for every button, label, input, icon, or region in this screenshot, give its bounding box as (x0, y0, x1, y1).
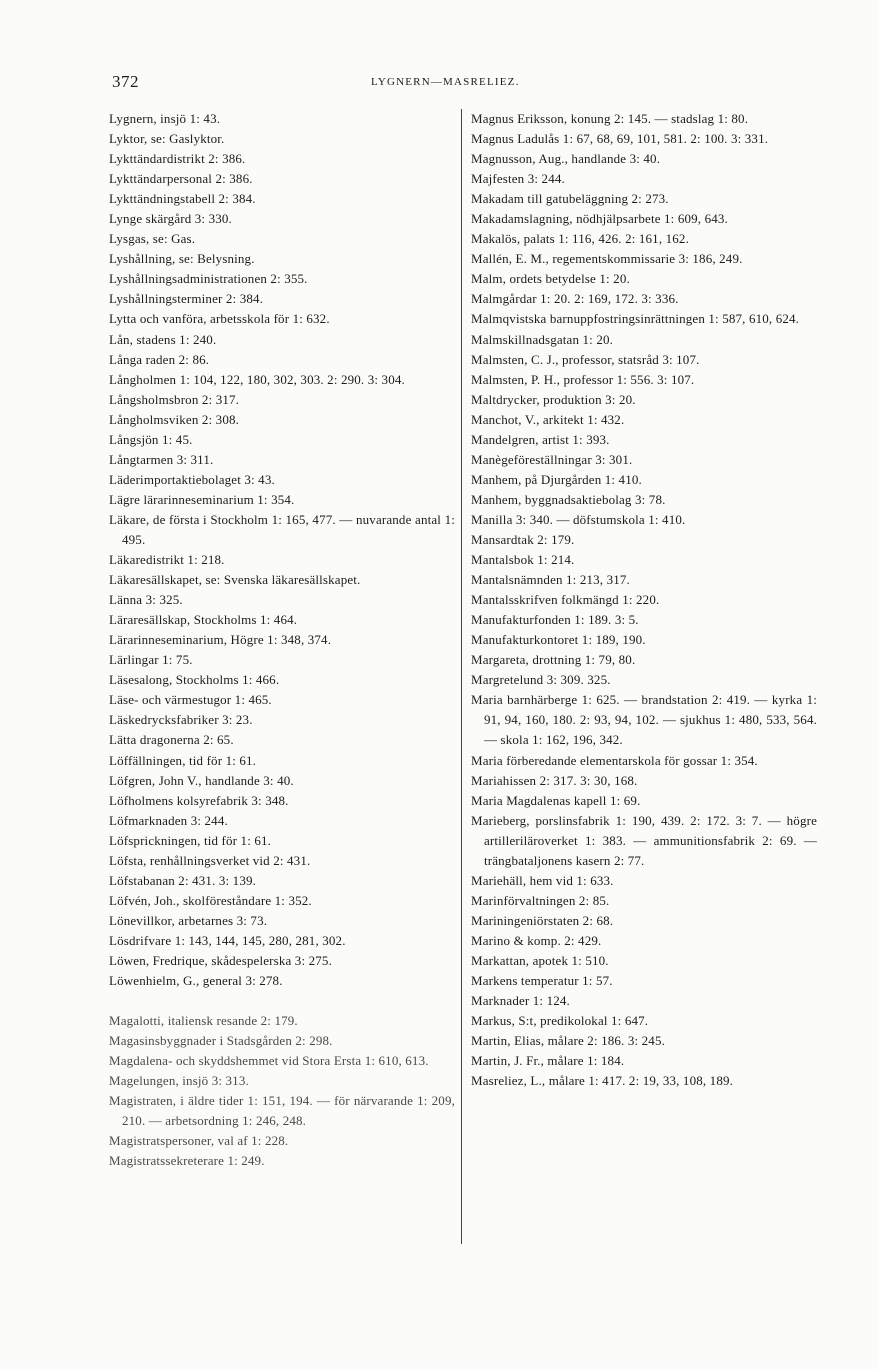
index-entry: Lärarinneseminarium, Högre 1: 348, 374. (109, 632, 332, 648)
column-divider (461, 109, 462, 1244)
index-entry: Långholmen 1: 104, 122, 180, 302, 303. 2: 290. 3: 304. (109, 371, 405, 387)
index-entry: Långa raden 2: 86. (109, 351, 210, 367)
index-entry: Lysgas, se: Gas. (109, 231, 196, 247)
index-entry: Läderimportaktiebolaget 3: 43. (109, 471, 275, 487)
entries-m-continued (471, 109, 817, 1091)
index-entry: Länna 3: 325. (109, 592, 183, 608)
index-entry: Lykttändningstabell 2: 384. (109, 191, 256, 207)
index-entry: Lyktor, se: Gaslyktor. (109, 131, 225, 147)
index-entry: Manilla 3: 340. — döfstumskola 1: 410. (471, 511, 686, 527)
index-entry: Marinförvaltningen 2: 85. (471, 892, 610, 908)
index-entry: Lygnern, insjö 1: 43. (109, 111, 221, 126)
index-entry: Manègeföreställningar 3: 301. (471, 451, 633, 467)
index-entry: Lätta dragonerna 2: 65. (109, 732, 234, 748)
index-entry: Makadamslagning, nödhjälpsarbete 1: 609, 643. (471, 211, 728, 227)
index-entry: Manhem, byggnadsaktiebolag 3: 78. (471, 491, 666, 507)
index-entry: Läraresällskap, Stockholms 1: 464. (109, 612, 298, 628)
index-column-left (109, 109, 455, 1171)
index-entry: Mariehäll, hem vid 1: 633. (471, 872, 614, 888)
index-entry: Mantalsskrifven folkmängd 1: 220. (471, 592, 660, 608)
index-entry: Makadam till gatubeläggning 2: 273. (471, 191, 669, 207)
index-entry: Masreliez, L., målare 1: 417. 2: 19, 33, 108, 189. (471, 1073, 734, 1089)
index-entry: Magistraten, i äldre tider 1: 151, 194. — för närvarande 1: 209, 210. — arbetsordning 1: 246, 248. (109, 1093, 455, 1129)
index-entry: Löffällningen, tid för 1: 61. (109, 752, 257, 768)
index-entry: Lönevillkor, arbetarnes 3: 73. (109, 912, 268, 928)
index-entry: Maria barnhärberge 1: 625. — brandstation 2: 419. — kyrka 1: 91, 94, 160, 180. 2: 93, 94, 102. — sjukhus 1: 480, 533, 564. — skola 1: 162, 196, 342. (471, 692, 817, 748)
index-entry: Lytta och vanföra, arbetsskola för 1: 632. (109, 311, 330, 327)
index-entry: Magasinsbyggnader i Stadsgården 2: 298. (109, 1033, 333, 1049)
index-entry: Långsholmsbron 2: 317. (109, 391, 240, 407)
index-entry: Lösdrifvare 1: 143, 144, 145, 280, 281, 302. (109, 932, 346, 948)
index-entry: Löfmarknaden 3: 244. (109, 812, 228, 828)
index-entry: Löwenhielm, G., general 3: 278. (109, 973, 283, 989)
index-entry: Lykttändardistrikt 2: 386. (109, 151, 246, 167)
index-entry: Manufakturfonden 1: 189. 3: 5. (471, 612, 639, 628)
index-entry: Långholmsviken 2: 308. (109, 411, 240, 427)
index-entry: Läkaredistrikt 1: 218. (109, 552, 225, 568)
index-entry: Lyshållningsadministrationen 2: 355. (109, 271, 308, 287)
index-column-right (471, 109, 817, 1091)
index-entry: Läse- och värmestugor 1: 465. (109, 692, 272, 708)
index-entry: Marieberg, porslinsfabrik 1: 190, 439. 2: 172. 3: 7. — högre artilleriläroverket 1: 383. — ammunitionsfabrik 2: 69. — trängbataljonens kasern 2: 77. (471, 812, 817, 868)
index-entry: Lån, stadens 1: 240. (109, 331, 217, 347)
index-entry: Löfsta, renhållningsverket vid 2: 431. (109, 852, 311, 868)
index-entry: Läkaresällskapet, se: Svenska läkaresällskapet. (109, 572, 361, 588)
index-entry: Magelungen, insjö 3: 313. (109, 1073, 249, 1089)
index-entry: Malmgårdar 1: 20. 2: 169, 172. 3: 336. (471, 291, 679, 307)
index-entry: Majfesten 3: 244. (471, 171, 565, 187)
running-head: LYGNERN—MASRELIEZ. (371, 76, 520, 88)
index-entry: Malm, ordets betydelse 1: 20. (471, 271, 630, 287)
index-entry: Marino & komp. 2: 429. (471, 932, 602, 948)
index-entry: Löfgren, John V., handlande 3: 40. (109, 772, 294, 788)
index-entry: Mansardtak 2: 179. (471, 531, 575, 547)
index-entry: Långtarmen 3: 311. (109, 451, 214, 467)
index-entry: Magdalena- och skyddshemmet vid Stora Ersta 1: 610, 613. (109, 1053, 429, 1069)
index-entry: Mariningeniörstaten 2: 68. (471, 912, 614, 928)
index-entry: Löwen, Fredrique, skådespelerska 3: 275. (109, 952, 332, 968)
index-entry: Mantalsbok 1: 214. (471, 552, 575, 568)
index-entry: Läsesalong, Stockholms 1: 466. (109, 672, 280, 688)
index-entry: Mariahissen 2: 317. 3: 30, 168. (471, 772, 638, 788)
index-entry: Malmsten, C. J., professor, statsråd 3: 107. (471, 351, 700, 367)
index-entry: Löfvén, Joh., skolföreståndare 1: 352. (109, 892, 312, 908)
index-entry: Långsjön 1: 45. (109, 431, 193, 447)
index-entry: Lyshållning, se: Belysning. (109, 251, 255, 267)
index-entry: Markens temperatur 1: 57. (471, 973, 613, 989)
index-entry: Mallén, E. M., regementskommissarie 3: 186, 249. (471, 251, 743, 267)
index-entry: Magnus Eriksson, konung 2: 145. — stadslag 1: 80. (471, 111, 749, 126)
index-entry: Martin, Elias, målare 2: 186. 3: 245. (471, 1033, 666, 1049)
index-entry: Lägre lärarinneseminarium 1: 354. (109, 491, 295, 507)
index-entry: Löfstabanan 2: 431. 3: 139. (109, 872, 257, 888)
index-entry: Markattan, apotek 1: 510. (471, 952, 609, 968)
index-entry: Manufakturkontoret 1: 189, 190. (471, 632, 646, 648)
index-entry: Malmqvistska barnuppfostringsinrättningen 1: 587, 610, 624. (471, 311, 800, 327)
index-entry: Lärlingar 1: 75. (109, 652, 193, 668)
index-entry: Lykttändarpersonal 2: 386. (109, 171, 253, 187)
index-entry: Margareta, drottning 1: 79, 80. (471, 652, 636, 668)
index-entry: Magistratssekreterare 1: 249. (109, 1153, 265, 1169)
index-entry: Lynge skärgård 3: 330. (109, 211, 232, 227)
index-entry: Manchot, V., arkitekt 1: 432. (471, 411, 625, 427)
index-entry: Maria förberedande elementarskola för gossar 1: 354. (471, 752, 758, 768)
page-number: 372 (112, 72, 139, 91)
index-entry: Maltdrycker, produktion 3: 20. (471, 391, 636, 407)
index-entry: Löfholmens kolsyrefabrik 3: 348. (109, 792, 289, 808)
section-gap (109, 991, 455, 1011)
index-entry: Malmsten, P. H., professor 1: 556. 3: 107. (471, 371, 695, 387)
index-entry: Malmskillnadsgatan 1: 20. (471, 331, 614, 347)
index-entry: Löfsprickningen, tid för 1: 61. (109, 832, 272, 848)
index-entry: Mandelgren, artist 1: 393. (471, 431, 610, 447)
index-entry: Martin, J. Fr., målare 1: 184. (471, 1053, 625, 1069)
index-entry: Margretelund 3: 309. 325. (471, 672, 611, 688)
index-entry: Magistratspersoner, val af 1: 228. (109, 1133, 289, 1149)
index-entry: Mantalsnämnden 1: 213, 317. (471, 572, 630, 588)
entries-m-section (109, 1011, 455, 1171)
index-entry: Manhem, på Djurgården 1: 410. (471, 471, 642, 487)
index-entry: Marknader 1: 124. (471, 993, 570, 1009)
index-entry: Magnus Ladulås 1: 67, 68, 69, 101, 581. 2: 100. 3: 331. (471, 131, 769, 147)
index-entry: Lyshållningsterminer 2: 384. (109, 291, 264, 307)
index-entry: Magalotti, italiensk resande 2: 179. (109, 1013, 298, 1029)
index-entry: Läkare, de första i Stockholm 1: 165, 477. — nuvarande antal 1: 495. (109, 511, 455, 547)
index-entry: Maria Magdalenas kapell 1: 69. (471, 792, 641, 808)
entries-l-section (109, 109, 455, 991)
index-entry: Markus, S:t, predikolokal 1: 647. (471, 1013, 649, 1029)
index-entry: Läskedrycksfabriker 3: 23. (109, 712, 253, 728)
index-entry: Makalös, palats 1: 116, 426. 2: 161, 162. (471, 231, 689, 247)
index-entry: Magnusson, Aug., handlande 3: 40. (471, 151, 661, 167)
